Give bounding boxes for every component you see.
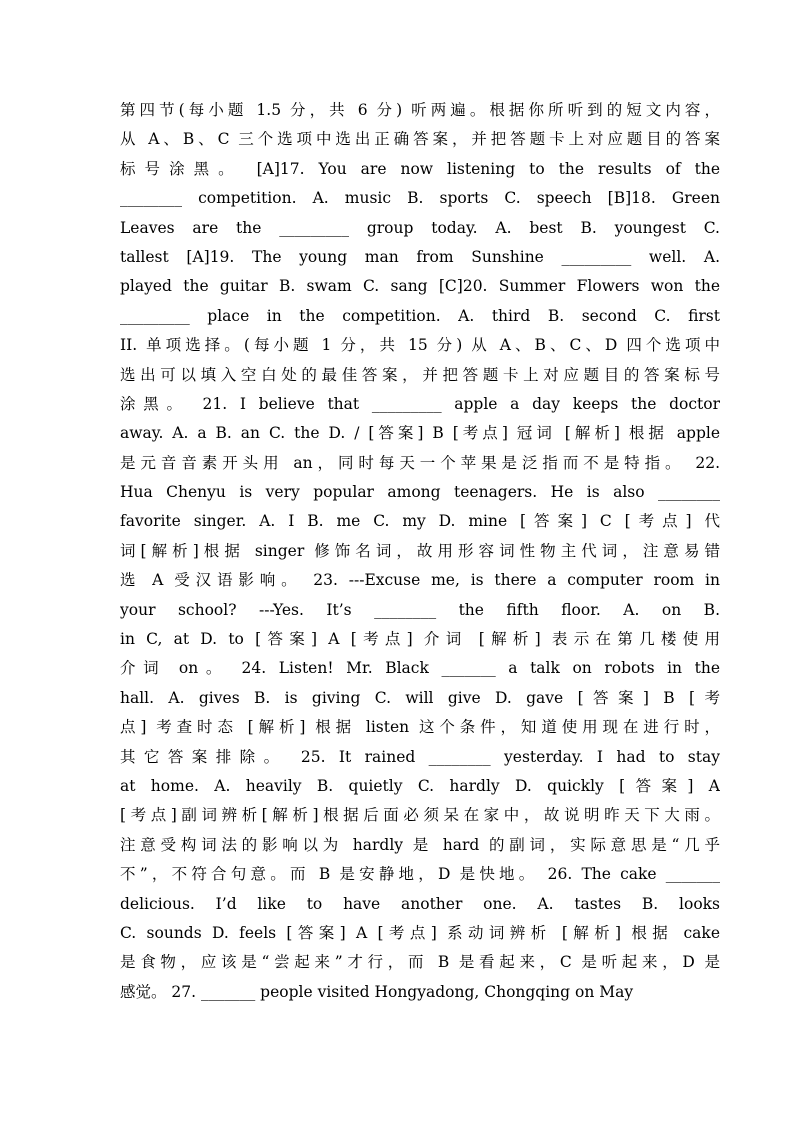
- text-line: played the guitar B. swam C. sang [C]20. Summer Flowers won the: [120, 277, 720, 296]
- text-line: favorite singer. A. I B. me C. my D. mine [答案] C [考点] 代: [120, 512, 720, 531]
- text-line: your school? ---Yes. It’s ________ the fifth floor. A. on B.: [120, 600, 720, 619]
- text-line: [考点]副词辨析[解析]根据后面必须呆在家中，故说明昨天下大雨。: [120, 806, 720, 825]
- text-line: 介词 on。 24. Listen! Mr. Black _______ a talk on robots in the: [120, 659, 720, 678]
- text-line: 是食物，应该是“尝起来”才行，而 B 是看起来，C 是听起来，D 是: [120, 953, 720, 972]
- text-line: 点] 考查时态 [解析] 根据 listen 这个条件，知道使用现在进行时，: [120, 718, 720, 737]
- text-line: 词[解析]根据 singer 修饰名词，故用形容词性物主代词，注意易错: [120, 541, 720, 560]
- text-line: 选出可以填入空白处的最佳答案，并把答题卡上对应题目的答案标号: [120, 365, 720, 384]
- text-line: Hua Chenyu is very popular among teenagers. He is also ________: [120, 483, 720, 502]
- text-line: 是元音音素开头用 an，同时每天一个苹果是泛指而不是特指。 22.: [120, 453, 720, 472]
- text-line: 涂黑。 21. I believe that _________ apple a day keeps the doctor: [120, 394, 720, 413]
- text-line: 从 A、B、C 三个选项中选出正确答案，并把答题卡上对应题目的答案: [120, 130, 720, 149]
- text-line: 感觉。 27. _______ people visited Hongyadong, Chongqing on May: [120, 982, 634, 1001]
- text-line: 第四节(每小题 1.5 分，共 6 分) 听两遍。根据你所听到的短文内容，: [120, 101, 720, 119]
- text-line: away. A. a B. an C. the D. / [答案] B [考点] 冠词 [解析] 根据 apple: [120, 424, 720, 443]
- text-line: 其它答案排除。 25. It rained ________ yesterday. I had to stay: [120, 747, 720, 766]
- text-line: 不”，不符合句意。而 B 是安静地，D 是快地。 26. The cake _______: [120, 865, 720, 884]
- text-line: ________ competition. A. music B. sports C. speech [B]18. Green: [120, 189, 720, 208]
- text-line: delicious. I’d like to have another one. A. tastes B. looks: [120, 894, 720, 913]
- text-line: Leaves are the _________ group today. A. best B. youngest C.: [120, 218, 720, 237]
- text-line: 选 A 受汉语影响。 23. ---Excuse me, is there a computer room in: [120, 571, 720, 590]
- text-line: 标号涂黑。 [A]17. You are now listening to the results of the: [120, 159, 720, 178]
- text-line: 注意受构词法的影响以为 hardly 是 hard 的副词，实际意思是“几乎: [120, 835, 720, 854]
- document-body: [120, 96, 720, 1007]
- text-line: at home. A. heavily B. quietly C. hardly D. quickly [答案] A: [120, 776, 720, 795]
- text-line: C. sounds D. feels [答案] A [考点] 系动词辨析 [解析] 根据 cake: [120, 923, 720, 942]
- text-line: hall. A. gives B. is giving C. will give D. gave [答案] B [考: [120, 688, 720, 707]
- text-line: tallest [A]19. The young man from Sunshine _________ well. A.: [120, 247, 720, 266]
- text-line: in C, at D. to [答案] A [考点] 介词 [解析] 表示在第几楼使用: [120, 630, 720, 649]
- text-line: _________ place in the competition. A. third B. second C. first: [120, 306, 720, 325]
- text-line: II. 单项选择。(每小题 1 分，共 15 分) 从 A、B、C、D 四个选项中: [120, 336, 720, 355]
